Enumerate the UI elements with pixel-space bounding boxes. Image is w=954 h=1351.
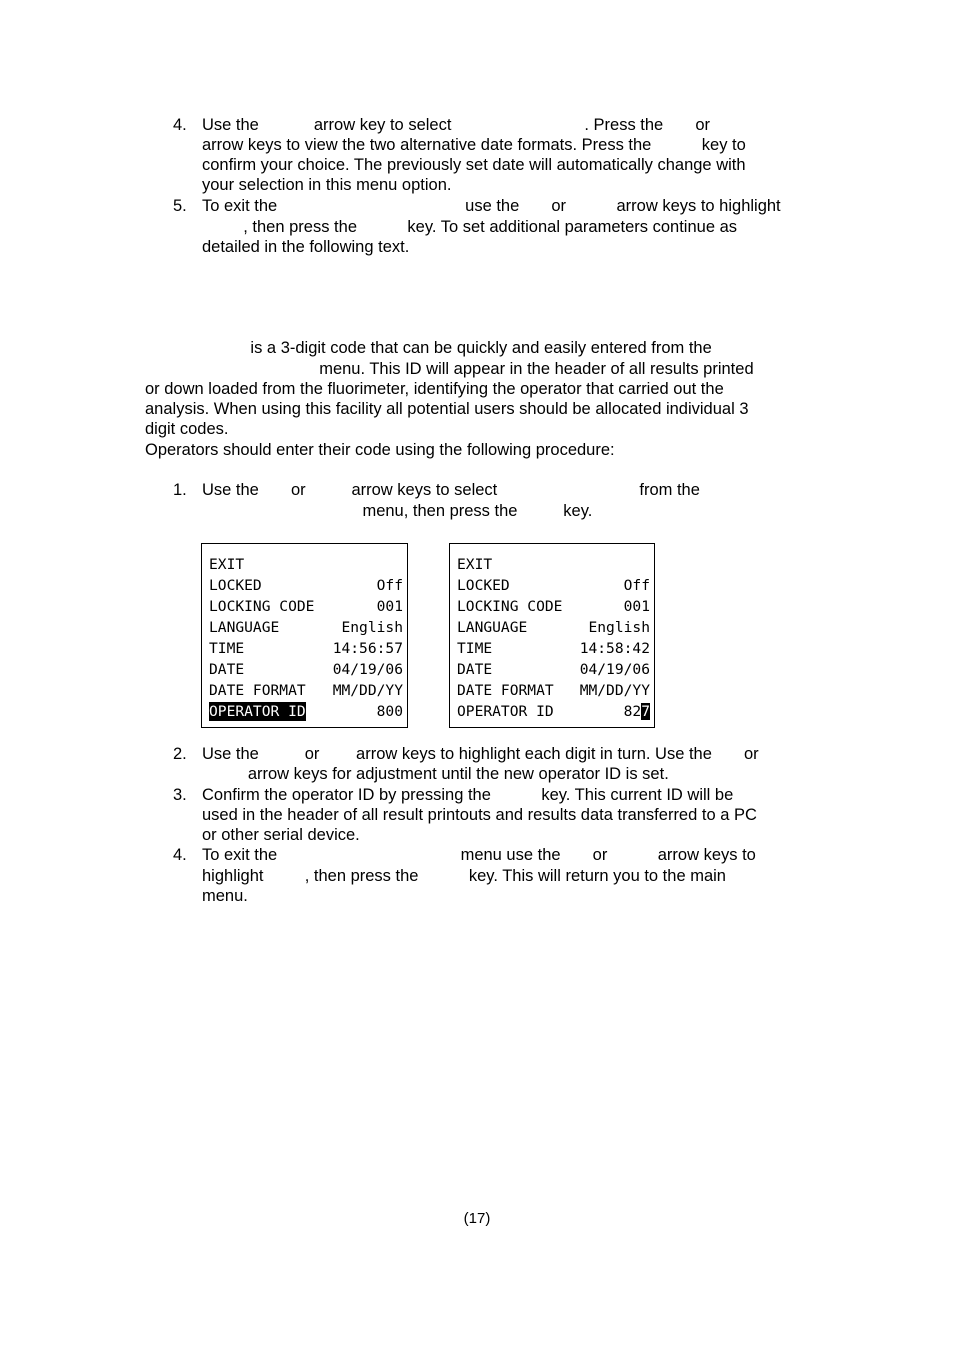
intro-line: analysis. When using this facility all potential users should be allocated individual 3 [145,400,749,418]
item-line: , then press the key. To set additional parameters continue as [202,218,738,236]
lcd-row-operator-id [457,702,650,721]
lcd-value: English [588,619,650,636]
item-line: Use the or arrow keys to highlight each digit in turn. Use the or [202,745,759,763]
item-line: arrow keys for adjustment until the new operator ID is set. [202,765,669,783]
item-line: arrow keys to view the two alternative date formats. Press the key to [202,136,746,154]
lcd-label: OPERATOR ID [457,703,554,720]
page-number: (17) [463,1210,491,1227]
lcd-value: Off [623,577,650,594]
item-number: 3. [173,786,187,804]
item-line: Confirm the operator ID by pressing the key. This current ID will be [202,786,734,804]
lcd-value: 04/19/06 [579,661,650,678]
lcd-value: 14:58:42 [579,640,650,657]
lcd-row-language [457,618,650,637]
lcd-row-time [457,639,650,658]
item-line: or other serial device. [202,826,360,844]
lcd-value: 04/19/06 [332,661,403,678]
item-line: To exit the menu use the or arrow keys to [202,846,756,864]
item-line: menu, then press the key. [202,502,593,520]
intro-line: menu. This ID will appear in the header of all results printed [145,360,754,378]
lcd-screen-after [449,543,655,728]
lcd-value: MM/DD/YY [332,682,403,699]
lcd-row-date [209,660,403,679]
lcd-row-date [457,660,650,679]
lcd-label: LOCKING CODE [457,598,563,615]
lcd-value [624,702,650,721]
item-line: To exit the use the or arrow keys to highlight [202,197,781,215]
lcd-row-language [209,618,403,637]
lcd-label: EXIT [457,556,493,573]
lcd-label: LANGUAGE [457,619,528,636]
item-line: confirm your choice. The previously set date will automatically change with [202,156,746,174]
lcd-value: 14:56:57 [332,640,403,657]
lcd-label: LOCKED [457,577,510,594]
item-line: highlight , then press the key. This will return you to the main [202,867,726,885]
item-line: detailed in the following text. [202,238,410,256]
intro-line: Operators should enter their code using the following procedure: [145,441,615,459]
lcd-label: LOCKED [209,577,262,594]
lcd-row-locking-code [209,597,403,616]
item-number: 4. [173,846,187,864]
lcd-label: DATE [209,661,245,678]
lcd-label: TIME [457,640,493,657]
lcd-label: DATE FORMAT [457,682,554,699]
lcd-label-highlighted: OPERATOR ID [209,703,306,720]
lcd-value: 001 [376,598,403,615]
lcd-value: English [341,619,403,636]
lcd-row-operator-id [209,702,403,721]
lcd-value: 800 [376,703,403,720]
lcd-screen-before [201,543,408,728]
lcd-value: Off [376,577,403,594]
lcd-row-time [209,639,403,658]
lcd-label: TIME [209,640,245,657]
item-number: 5. [173,197,187,215]
item-line: menu. [202,887,248,905]
lcd-label: DATE [457,661,493,678]
lcd-value-digits: 82 [623,703,642,720]
item-line: used in the header of all result printouts and results data transferred to a PC [202,806,757,824]
lcd-row-locked [457,576,650,595]
lcd-label: LOCKING CODE [209,598,315,615]
item-line: your selection in this menu option. [202,176,452,194]
intro-line: is a 3-digit code that can be quickly and easily entered from the [145,339,712,357]
item-number: 1. [173,481,187,499]
lcd-row-date-format [209,681,403,700]
lcd-label: DATE FORMAT [209,682,306,699]
item-line: Use the or arrow keys to select from the [202,481,700,499]
item-number: 4. [173,116,187,134]
lcd-row-locked [209,576,403,595]
lcd-label: LANGUAGE [209,619,280,636]
lcd-row-exit [457,555,650,574]
intro-line: or down loaded from the fluorimeter, identifying the operator that carried out the [145,380,724,398]
lcd-row-date-format [457,681,650,700]
intro-line: digit codes. [145,420,229,438]
lcd-row-exit [209,555,403,574]
item-number: 2. [173,745,187,763]
lcd-value: MM/DD/YY [579,682,650,699]
lcd-value: 001 [623,598,650,615]
lcd-digit-cursor: 7 [641,703,650,720]
lcd-label: EXIT [209,556,245,573]
item-line: Use the arrow key to select . Press the or [202,116,710,134]
lcd-row-locking-code [457,597,650,616]
